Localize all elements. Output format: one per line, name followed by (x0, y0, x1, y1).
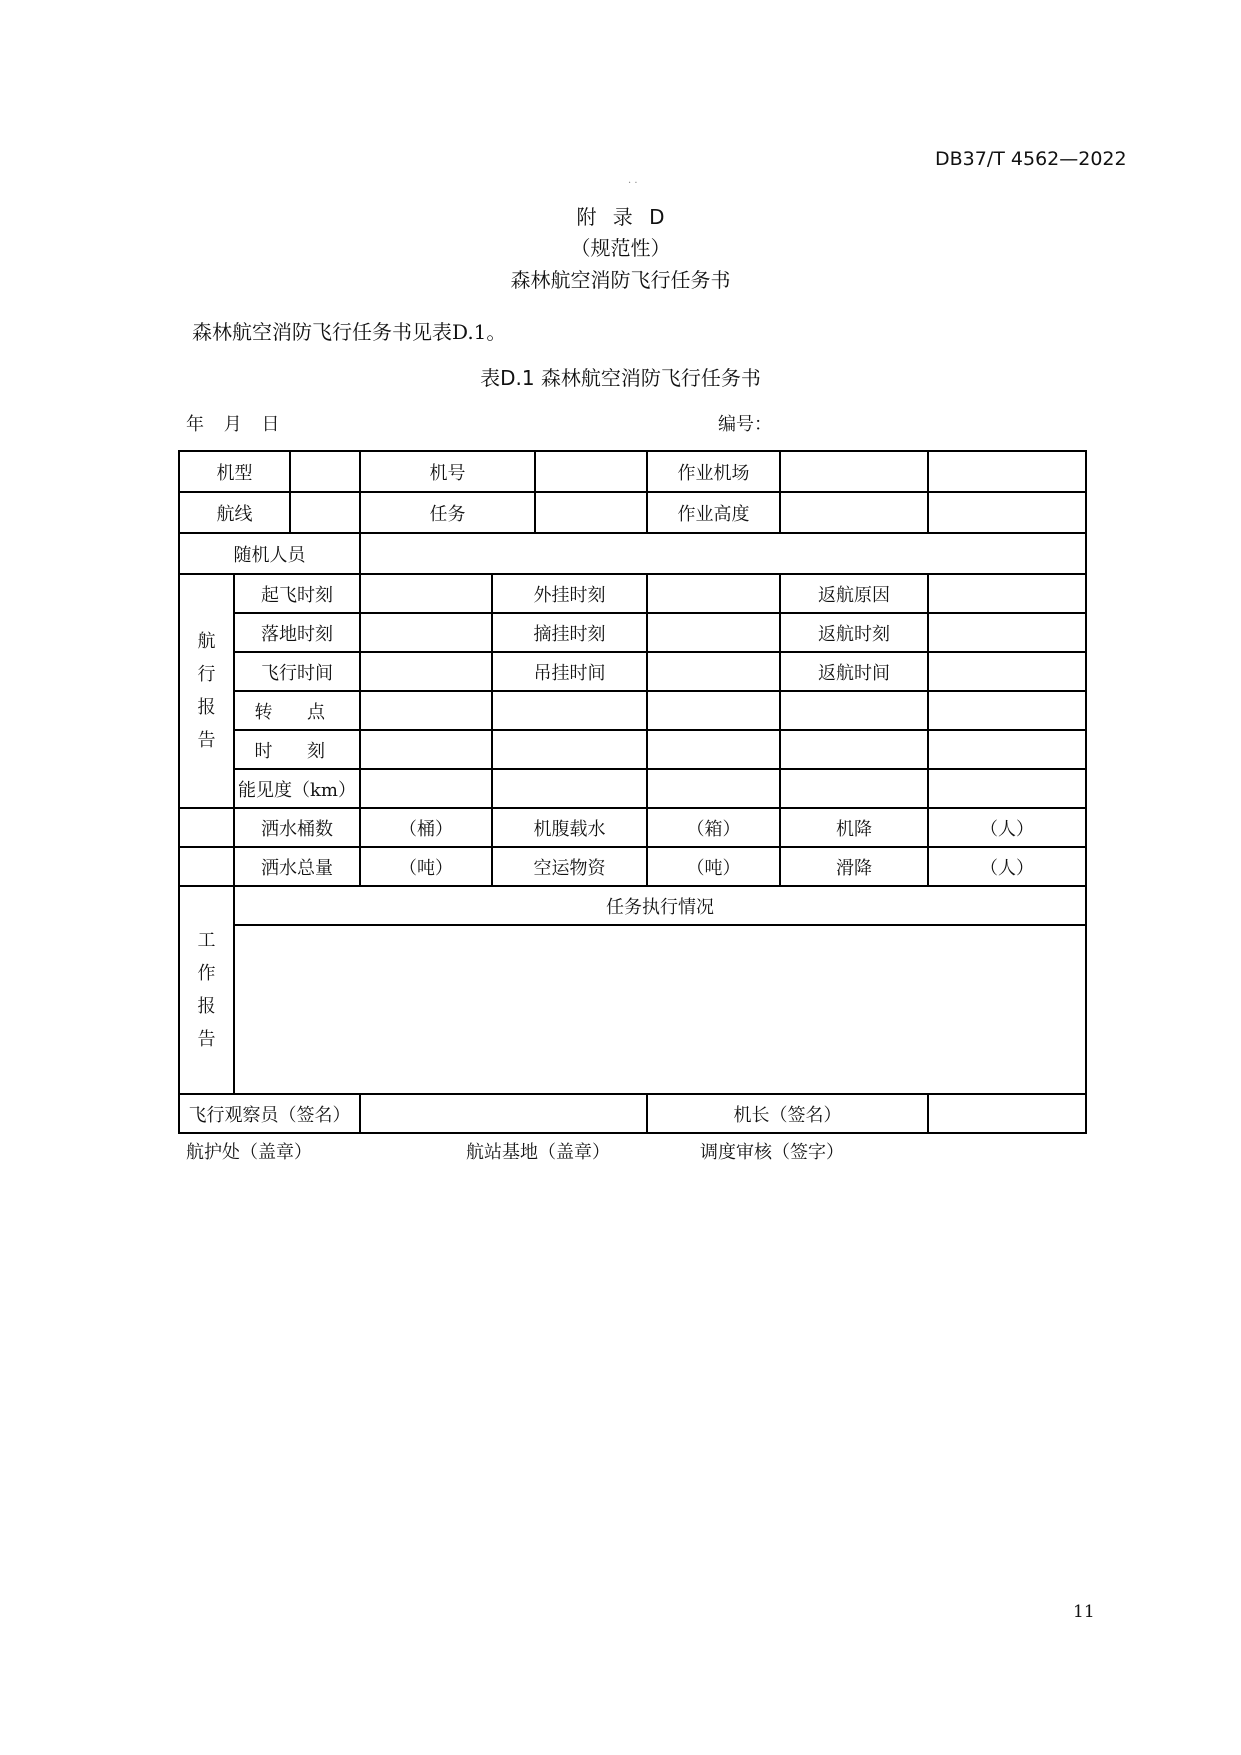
operation-airport-label: 作业机场 (647, 451, 780, 492)
takeoff-time-label: 起飞时刻 (234, 574, 360, 613)
external-load-time-label: 外挂时刻 (492, 574, 647, 613)
stamp-aviation-protection: 航护处（盖章） (186, 1142, 312, 1163)
moment-value-2[interactable] (492, 730, 647, 769)
turn-point-value-5[interactable] (928, 691, 1086, 730)
flight-report-label: 航 行 报 告 (179, 574, 234, 808)
turn-point-value-2[interactable] (492, 691, 647, 730)
water-row (179, 808, 1086, 847)
visibility-value-1[interactable] (360, 769, 492, 808)
belly-water-unit[interactable]: （箱） (647, 808, 780, 847)
return-reason-label: 返航原因 (780, 574, 928, 613)
table-title: 表D.1 森林航空消防飞行任务书 (480, 366, 761, 390)
moment-value-5[interactable] (928, 730, 1086, 769)
rappel-unit[interactable]: （人） (928, 847, 1086, 886)
route-value[interactable] (290, 492, 360, 533)
turn-point-value-4[interactable] (780, 691, 928, 730)
flight-duration-value[interactable] (360, 652, 492, 691)
rappel-label: 滑降 (780, 847, 928, 886)
flight-row (179, 730, 1086, 769)
sling-duration-label: 吊挂时间 (492, 652, 647, 691)
visibility-value-4[interactable] (780, 769, 928, 808)
page-number: 11 (1073, 1602, 1095, 1622)
visibility-value-2[interactable] (492, 769, 647, 808)
signature-row (179, 1094, 1086, 1133)
flight-row (179, 574, 1086, 613)
bucket-count-label: 洒水桶数 (234, 808, 360, 847)
flight-row (179, 691, 1086, 730)
standard-number: DB37/T 4562—2022 (935, 148, 1127, 170)
visibility-value-5[interactable] (928, 769, 1086, 808)
task-status-area[interactable] (234, 925, 1086, 1094)
moment-value-1[interactable] (360, 730, 492, 769)
belly-water-label: 机腹载水 (492, 808, 647, 847)
operation-altitude-value[interactable] (780, 492, 928, 533)
work-report-body-row (179, 925, 1086, 1094)
appendix-label: 附 录 D (576, 205, 665, 229)
work-report-label: 工 作 报 告 (179, 886, 234, 1094)
operation-airport-extra[interactable] (928, 451, 1086, 492)
route-label: 航线 (179, 492, 290, 533)
flight-duration-label: 飞行时间 (234, 652, 360, 691)
water-row-blank (179, 808, 234, 847)
captain-signature-value[interactable] (928, 1094, 1086, 1133)
return-duration-value[interactable] (928, 652, 1086, 691)
moment-label: 时 刻 (234, 730, 360, 769)
landing-time-value[interactable] (360, 613, 492, 652)
operation-altitude-extra[interactable] (928, 492, 1086, 533)
form-row-crew (179, 533, 1086, 574)
aircraft-type-value[interactable] (290, 451, 360, 492)
serial-label: 编号： (718, 414, 772, 435)
flight-row (179, 652, 1086, 691)
flight-row (179, 613, 1086, 652)
appendix-title: 森林航空消防飞行任务书 (510, 268, 731, 292)
mission-label: 任务 (360, 492, 535, 533)
header-mark: · · (628, 178, 638, 189)
observer-signature-label: 飞行观察员（签名） (179, 1094, 360, 1133)
intro-text: 森林航空消防飞行任务书见表D.1。 (192, 320, 507, 344)
visibility-label: 能见度（km） (234, 769, 360, 808)
turn-point-value-3[interactable] (647, 691, 780, 730)
task-status-label: 任务执行情况 (234, 886, 1086, 925)
unhook-time-value[interactable] (647, 613, 780, 652)
moment-value-3[interactable] (647, 730, 780, 769)
return-time-value[interactable] (928, 613, 1086, 652)
return-time-label: 返航时刻 (780, 613, 928, 652)
aircraft-number-label: 机号 (360, 451, 535, 492)
operation-airport-value[interactable] (780, 451, 928, 492)
stamp-airbase: 航站基地（盖章） (466, 1142, 610, 1163)
landing-time-label: 落地时刻 (234, 613, 360, 652)
return-duration-label: 返航时间 (780, 652, 928, 691)
captain-signature-label: 机长（签名） (647, 1094, 928, 1133)
form-row-route (179, 492, 1086, 533)
operation-altitude-label: 作业高度 (647, 492, 780, 533)
water-total-label: 洒水总量 (234, 847, 360, 886)
flight-task-form (178, 450, 1087, 1134)
stamp-dispatch-review: 调度审核（签字） (700, 1142, 844, 1163)
work-report-header-row (179, 886, 1086, 925)
turn-point-value-1[interactable] (360, 691, 492, 730)
water-row-blank (179, 847, 234, 886)
water-row (179, 847, 1086, 886)
flight-row (179, 769, 1086, 808)
airlift-supplies-unit[interactable]: （吨） (647, 847, 780, 886)
crew-value[interactable] (360, 533, 1086, 574)
airlift-supplies-label: 空运物资 (492, 847, 647, 886)
unhook-time-label: 摘挂时刻 (492, 613, 647, 652)
heli-landing-unit[interactable]: （人） (928, 808, 1086, 847)
mission-value[interactable] (535, 492, 647, 533)
aircraft-type-label: 机型 (179, 451, 290, 492)
aircraft-number-value[interactable] (535, 451, 647, 492)
form-row-aircraft (179, 451, 1086, 492)
observer-signature-value[interactable] (360, 1094, 647, 1133)
heli-landing-label: 机降 (780, 808, 928, 847)
bucket-count-unit[interactable]: （桶） (360, 808, 492, 847)
appendix-nature: （规范性） (570, 236, 671, 260)
visibility-value-3[interactable] (647, 769, 780, 808)
water-total-unit[interactable]: （吨） (360, 847, 492, 886)
date-label: 年 月 日 (186, 414, 280, 435)
crew-label: 随机人员 (179, 533, 360, 574)
moment-value-4[interactable] (780, 730, 928, 769)
external-load-time-value[interactable] (647, 574, 780, 613)
takeoff-time-value[interactable] (360, 574, 492, 613)
turn-point-label: 转 点 (234, 691, 360, 730)
return-reason-value[interactable] (928, 574, 1086, 613)
sling-duration-value[interactable] (647, 652, 780, 691)
